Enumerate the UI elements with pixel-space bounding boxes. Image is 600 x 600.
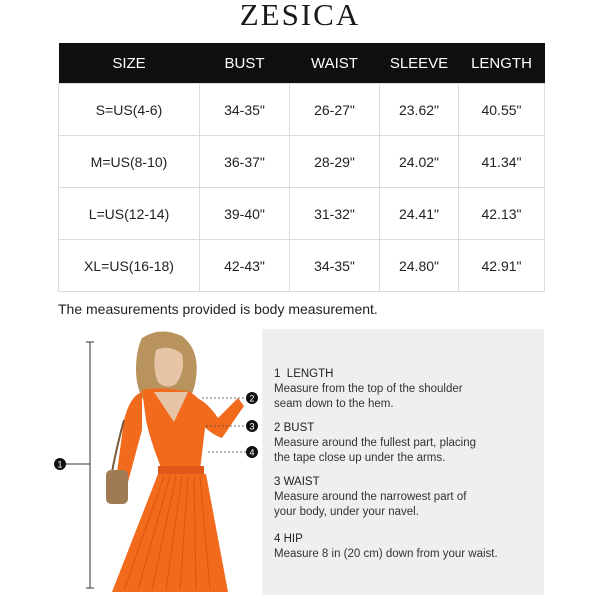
brand-logo: ZESICA (239, 0, 361, 32)
cell-sleeve: 23.62" (380, 84, 459, 136)
dress-belt (158, 466, 204, 474)
marker-3: 3 (249, 421, 255, 432)
guide-item-bust (274, 421, 476, 466)
header-size: SIZE (59, 43, 200, 84)
guide-item-waist (274, 475, 466, 520)
guide-title-text: WAIST (283, 476, 320, 488)
cell-size: L=US(12-14) (59, 188, 200, 240)
model-figure (50, 330, 258, 600)
guide-title (274, 421, 476, 436)
cell-size: M=US(8-10) (59, 136, 200, 188)
cell-length: 40.55" (459, 84, 545, 136)
cell-sleeve: 24.02" (380, 136, 459, 188)
cell-size: XL=US(16-18) (59, 240, 200, 292)
header-bust: BUST (200, 43, 290, 84)
header-sleeve: SLEEVE (380, 43, 459, 84)
cell-bust: 39-40" (200, 188, 290, 240)
guide-title-text: HIP (283, 533, 303, 545)
marker-1: 1 (57, 459, 63, 470)
header-waist: WAIST (290, 43, 380, 84)
guide-number: 1 (274, 368, 281, 380)
handbag (106, 470, 128, 504)
guide-desc: your body, under your navel. (274, 506, 419, 518)
table-row (59, 84, 545, 136)
guide-desc: the tape close up under the arms. (274, 452, 446, 464)
guide-desc: Measure 8 in (20 cm) down from your waist. (274, 548, 498, 560)
guide-number: 4 (274, 533, 281, 545)
cell-size: S=US(4-6) (59, 84, 200, 136)
table-row (59, 136, 545, 188)
cell-bust: 34-35" (200, 84, 290, 136)
table-row (59, 188, 545, 240)
cell-sleeve: 24.80" (380, 240, 459, 292)
guide-title-text: BUST (283, 422, 315, 434)
marker-2: 2 (249, 393, 255, 404)
guide-title (274, 532, 498, 547)
guide-desc: Measure from the top of the shoulder (274, 383, 463, 395)
guide-item-hip (274, 532, 498, 562)
guide-title (274, 367, 463, 382)
cell-waist: 34-35" (290, 240, 380, 292)
cell-waist: 28-29" (290, 136, 380, 188)
cell-bust: 36-37" (200, 136, 290, 188)
cell-waist: 31-32" (290, 188, 380, 240)
size-chart-header-row (59, 43, 545, 84)
measurement-guide-panel (262, 329, 544, 595)
guide-number: 2 (274, 422, 281, 434)
guide-desc: Measure around the fullest part, placing (274, 437, 477, 449)
marker-4: 4 (249, 447, 255, 458)
guide-desc: seam down to the hem. (274, 398, 394, 410)
guide-item-length (274, 367, 463, 412)
measurement-note: The measurements provided is body measurement. (58, 301, 378, 317)
guide-desc: Measure around the narrowest part of (274, 491, 467, 503)
size-chart-table (58, 43, 545, 292)
table-row (59, 240, 545, 292)
cell-length: 41.34" (459, 136, 545, 188)
header-length: LENGTH (459, 43, 545, 84)
cell-length: 42.13" (459, 188, 545, 240)
guide-number: 3 (274, 476, 281, 488)
cell-bust: 42-43" (200, 240, 290, 292)
cell-waist: 26-27" (290, 84, 380, 136)
cell-length: 42.91" (459, 240, 545, 292)
cell-sleeve: 24.41" (380, 188, 459, 240)
guide-title (274, 475, 466, 490)
guide-title-text: LENGTH (286, 368, 334, 380)
